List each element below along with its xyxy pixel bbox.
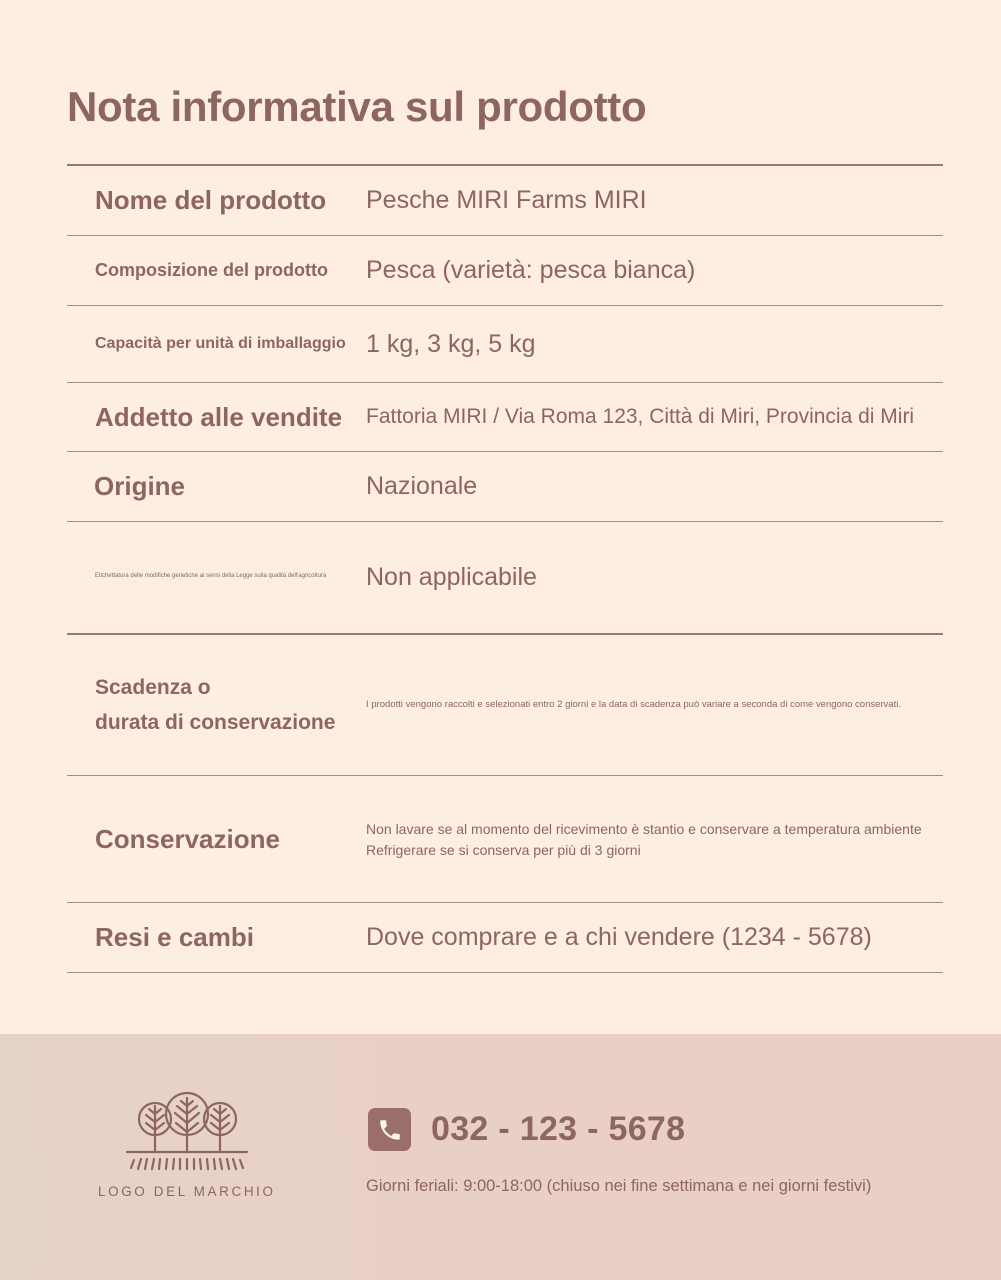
row-value: Dove comprare e a chi vendere (1234 - 5678): [366, 923, 872, 952]
row-label: Resi e cambi: [95, 922, 254, 953]
phone-icon: [368, 1108, 411, 1151]
row-label: Nome del prodotto: [95, 185, 327, 216]
table-row: [67, 635, 943, 776]
row-value: Pesche MIRI Farms MIRI: [366, 186, 647, 215]
row-label: Origine: [94, 471, 186, 502]
product-info-table: [67, 164, 943, 973]
table-row: [67, 236, 943, 306]
row-label-line: Scadenza o: [95, 676, 211, 699]
table-row: [67, 166, 943, 236]
row-value-line: Non lavare se al momento del ricevimento è stantio e conservare a temperatura ambiente: [366, 821, 922, 837]
row-label: Capacità per unità di imballaggio: [95, 334, 346, 352]
table-row: [67, 306, 943, 383]
row-label: Addetto alle vendite: [95, 401, 343, 432]
row-label: Composizione del prodotto: [95, 259, 328, 280]
row-value: Non applicabile: [366, 563, 537, 592]
table-row: [67, 452, 943, 522]
phone-number[interactable]: 032 - 123 - 5678: [431, 1110, 686, 1148]
row-label: Etichettatura delle modifiche genetiche ai sensi della Legge sulla qualità dell'agricoltura: [95, 573, 327, 579]
brand-logo: [98, 1092, 278, 1199]
row-value: Fattoria MIRI / Via Roma 123, Città di Miri, Provincia di Miri: [366, 404, 915, 428]
table-row: [67, 522, 943, 635]
row-value-line: Refrigerare se si conserva per più di 3 giorni: [366, 842, 641, 858]
row-value: I prodotti vengono raccolti e selezionati entro 2 giorni e la data di scadenza può variare a seconda di come vengono conservati.: [366, 699, 901, 711]
table-row: [67, 776, 943, 903]
table-row: [67, 383, 943, 452]
logo-text: LOGO DEL MARCHIO: [98, 1184, 276, 1199]
table-row: [67, 903, 943, 973]
row-label: Conservazione: [95, 823, 280, 854]
row-value: 1 kg, 3 kg, 5 kg: [366, 329, 536, 358]
row-value: Pesca (varietà: pesca bianca): [366, 256, 696, 285]
page-title: Nota informativa sul prodotto: [67, 83, 647, 130]
row-value: [366, 819, 943, 861]
row-label: [95, 670, 365, 740]
footer: [0, 1034, 1001, 1280]
contact-phone: [368, 1108, 685, 1151]
trees-field-icon: [124, 1092, 250, 1176]
row-value: Nazionale: [366, 472, 478, 501]
row-label-line: durata di conservazione: [95, 711, 336, 734]
business-hours: Giorni feriali: 9:00-18:00 (chiuso nei fine settimana e nei giorni festivi): [366, 1177, 872, 1195]
